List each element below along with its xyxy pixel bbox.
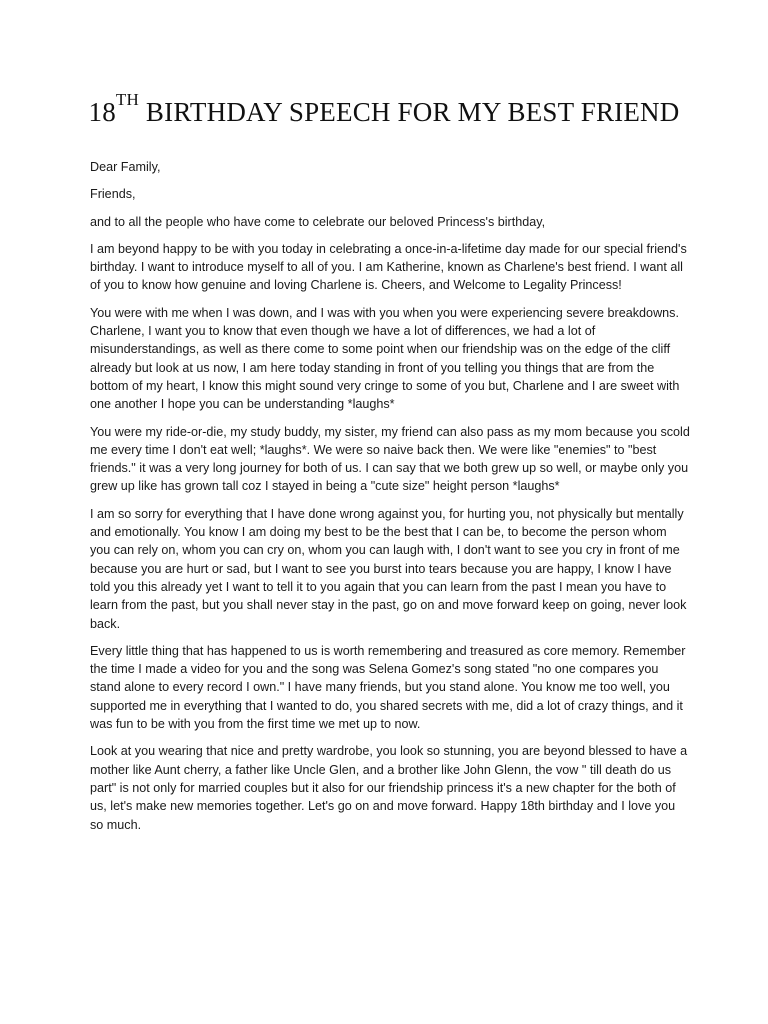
title-superscript: TH: [115, 90, 139, 109]
page-title: [0, 90, 768, 130]
title-number: 18: [88, 97, 116, 127]
paragraph-memories: Every little thing that has happened to us is worth remembering and treasured as core memory. Remember the time I made a video for you and the song was Selena Gomez's song stated "no one compares you stand alone to every record I own." I have many friends, but you stand alone. You know me too well, you supported me in everything that I wanted to do, you shared secrets with me, did a lot of crazy things, and it was fun to be with you from the first time we met up to now.: [90, 643, 686, 732]
paragraph-apology: I am so sorry for everything that I have done wrong against you, for hurting you, not physically but mentally and emotionally. You know I am doing my best to be the best that I can be, to become the person whom you can rely on, whom you can cry on, whom you can laugh with, I don't want to see you cry in front of me because you are hurt or sad, but I want to see you burst into tears because you are happy, I know I have told you this already yet I want to tell it to you again that you can learn from the past I mean you have to learn from the past, but you shall never stay in the past, go on and move forward keep on going, never look back.: [90, 506, 687, 631]
title-text: BIRTHDAY SPEECH FOR MY BEST FRIEND: [138, 97, 680, 127]
paragraph-ride-or-die: You were my ride-or-die, my study buddy, my sister, my friend can also pass as my mom because you scold me every time I don't eat well; *laughs*. We were so naive back then. We were like "enemies" to "best friends." it was a very long journey for both of us. I can say that we both grew up so well, or maybe only you grew up like has grown tall coz I stayed in being a "cute size" height person *laughs*: [90, 424, 690, 494]
salutation-guests: and to all the people who have come to celebrate our beloved Princess's birthday,: [90, 214, 546, 229]
paragraph-closing: Look at you wearing that nice and pretty wardrobe, you look so stunning, you are beyond blessed to have a mother like Aunt cherry, a father like Uncle Glen, and a brother like John Glenn, the vow " till death do us part" is not only for married couples but it also for our friendship princess it's a new chapter for the both of us, let's make new memories together. Let's go on and move forward. Happy 18th birthday and I love you so much.: [90, 744, 688, 832]
salutation-family: Dear Family,: [90, 160, 161, 174]
speech-body: [90, 158, 690, 843]
salutation-friends: Friends,: [90, 187, 136, 202]
paragraph-friendship: You were with me when I was down, and I was with you when you were experiencing severe breakdowns. Charlene, I want you to know that even though we have a lot of differences, we had a lot of misunderstandings, as well as there come to some point when our friendship was on the edge of the cliff already but look at us now, I am here today standing in front of you telling you things that are from the bottom of my heart, I know this might sound very cringe to some of you but, Charlene and I are sweet with one another I hope you can be understanding *laughs*: [90, 305, 680, 412]
paragraph-introduction: I am beyond happy to be with you today in celebrating a once-in-a-lifetime day made for our special friend's birthday. I want to introduce myself to all of you. I am Katherine, known as Charlene's best friend. I want all of you to know how genuine and loving Charlene is. Cheers, and Welcome to Legality Princess!: [90, 241, 687, 293]
